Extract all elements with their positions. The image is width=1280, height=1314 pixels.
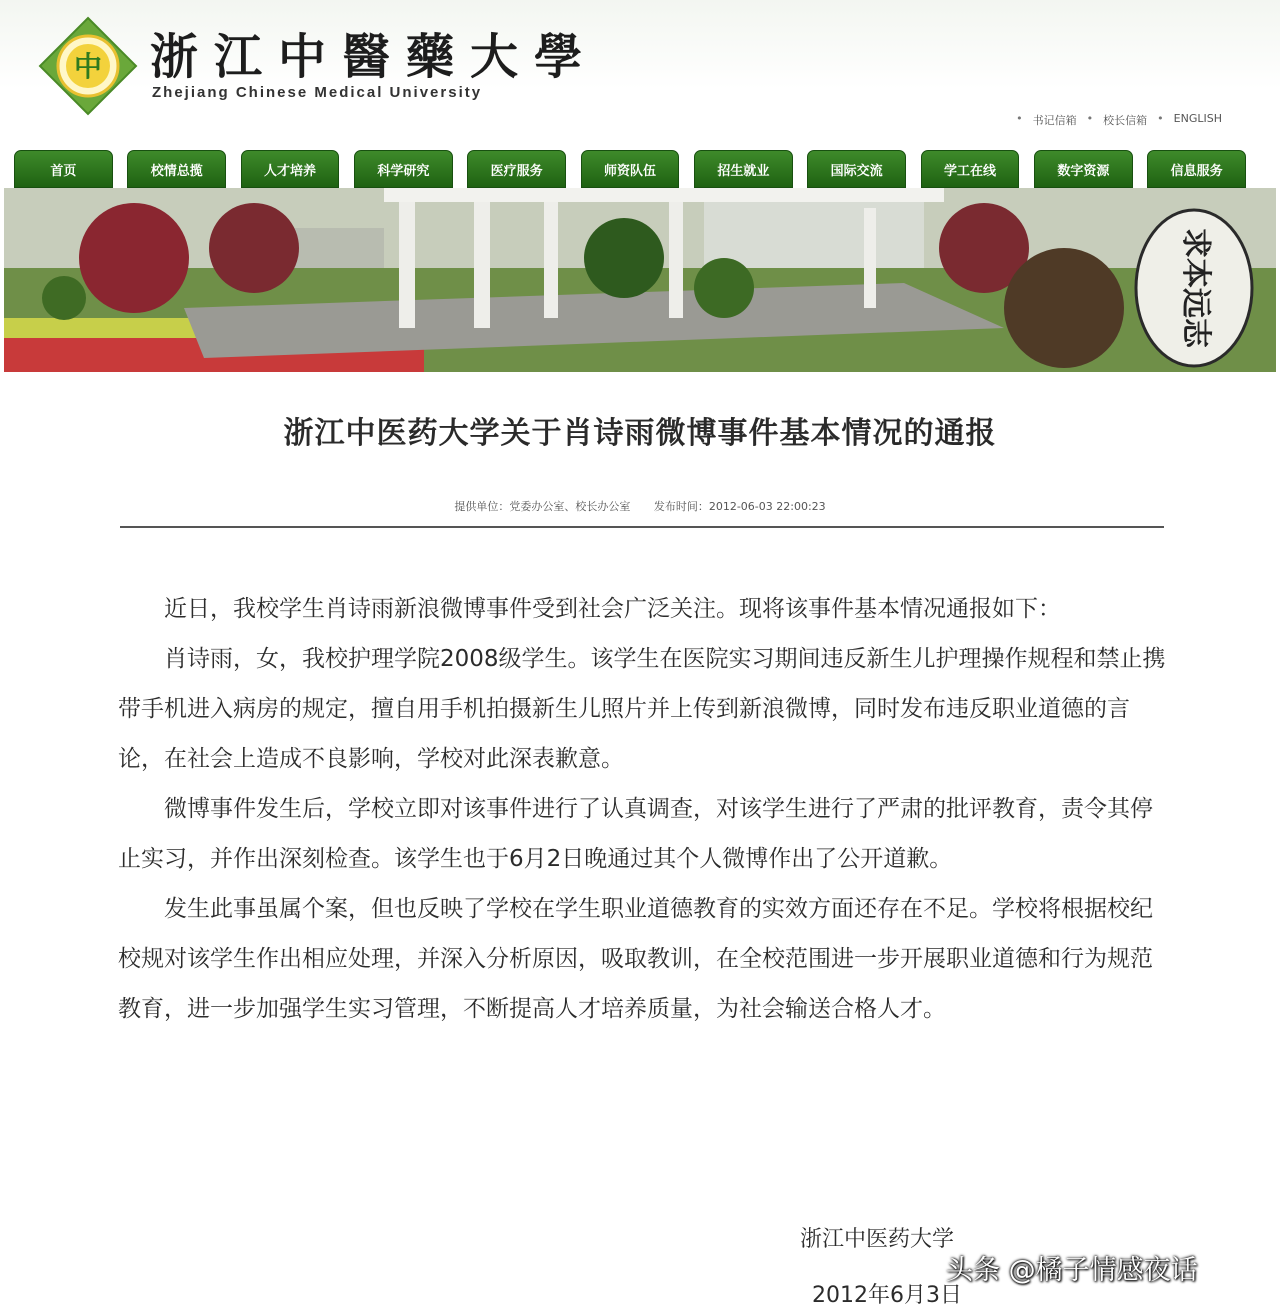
signature-date: 2012年6月3日 (812, 1283, 962, 1308)
nav-tab-research[interactable]: 科学研究 (354, 150, 453, 188)
paragraph-4: 发生此事虽属个案，但也反映了学校在学生职业道德教育的实效方面还存在不足。学校将根据校纪校规对该学生作出相应处理，并深入分析原因，吸取教训，在全校范围进一步开展职业道德和行为规范教育，进一步加强学生实习管理，不断提高人才培养质量，为社会输送合格人才。 (118, 896, 1153, 1022)
nav-tab-international[interactable]: 国际交流 (807, 150, 906, 188)
article-body (118, 584, 1168, 1034)
bullet-icon: • (1086, 112, 1094, 125)
bullet-icon: • (1016, 112, 1023, 125)
link-english[interactable]: ENGLISH (1173, 112, 1222, 125)
paragraph-1: 近日，我校学生肖诗雨新浪微博事件受到社会广泛关注。现将该事件基本情况通报如下： (164, 596, 1061, 622)
nav-tab-home[interactable]: 首页 (14, 150, 113, 188)
top-links (1016, 112, 1222, 128)
site-header (0, 0, 1280, 148)
link-president-mailbox[interactable]: 校长信箱 (1103, 114, 1148, 127)
nav-tab-medical[interactable]: 医疗服务 (467, 150, 566, 188)
university-name-cn: 浙江中醫藥大學 (150, 29, 599, 85)
campus-scene (4, 188, 1276, 372)
bullet-icon: • (1157, 112, 1164, 125)
nav-tab-admissions[interactable]: 招生就业 (694, 150, 793, 188)
meta-time: 发布时间：2012-06-03 22:00:23 (653, 500, 826, 513)
campus-banner-image (4, 188, 1276, 372)
nav-tab-student-affairs[interactable]: 学工在线 (921, 150, 1020, 188)
university-logo-icon[interactable] (38, 16, 138, 116)
watermark: 头条 @橘子情感夜话 (946, 1255, 1198, 1286)
nav-tab-faculty[interactable]: 师资队伍 (581, 150, 680, 188)
paragraph-3: 微博事件发生后，学校立即对该事件进行了认真调查，对该学生进行了严肃的批评教育，责令其停止实习，并作出深刻检查。该学生也于6月2日晚通过其个人微博作出了公开道歉。 (118, 796, 1153, 872)
page-title: 浙江中医药大学关于肖诗雨微博事件基本情况的通报 (283, 416, 997, 451)
logo-char: 中 (73, 50, 103, 83)
article-meta (0, 498, 1280, 514)
main-nav (14, 150, 1246, 188)
seal-text: 求本远志 (1178, 228, 1213, 348)
meta-source: 提供单位：党委办公室、校长办公室 (454, 500, 631, 513)
building (704, 198, 924, 268)
divider (120, 526, 1164, 528)
paragraph-2: 肖诗雨，女，我校护理学院2008级学生。该学生在医院实习期间违反新生儿护理操作规程和禁止携带手机进入病房的规定，擅自用手机拍摄新生儿照片并上传到新浪微博，同时发布违反职业道德的言论，在社会上造成不良影响，学校对此深表歉意。 (118, 646, 1166, 772)
nav-tab-info-services[interactable]: 信息服务 (1147, 150, 1246, 188)
nav-tab-education[interactable]: 人才培养 (241, 150, 340, 188)
link-secretary-mailbox[interactable]: 书记信箱 (1032, 114, 1077, 127)
nav-tab-overview[interactable]: 校情总揽 (127, 150, 226, 188)
signature: 浙江中医药大学 (800, 1227, 955, 1252)
university-name-en: Zhejiang Chinese Medical University (152, 84, 483, 101)
nav-tab-digital-resources[interactable]: 数字资源 (1034, 150, 1133, 188)
